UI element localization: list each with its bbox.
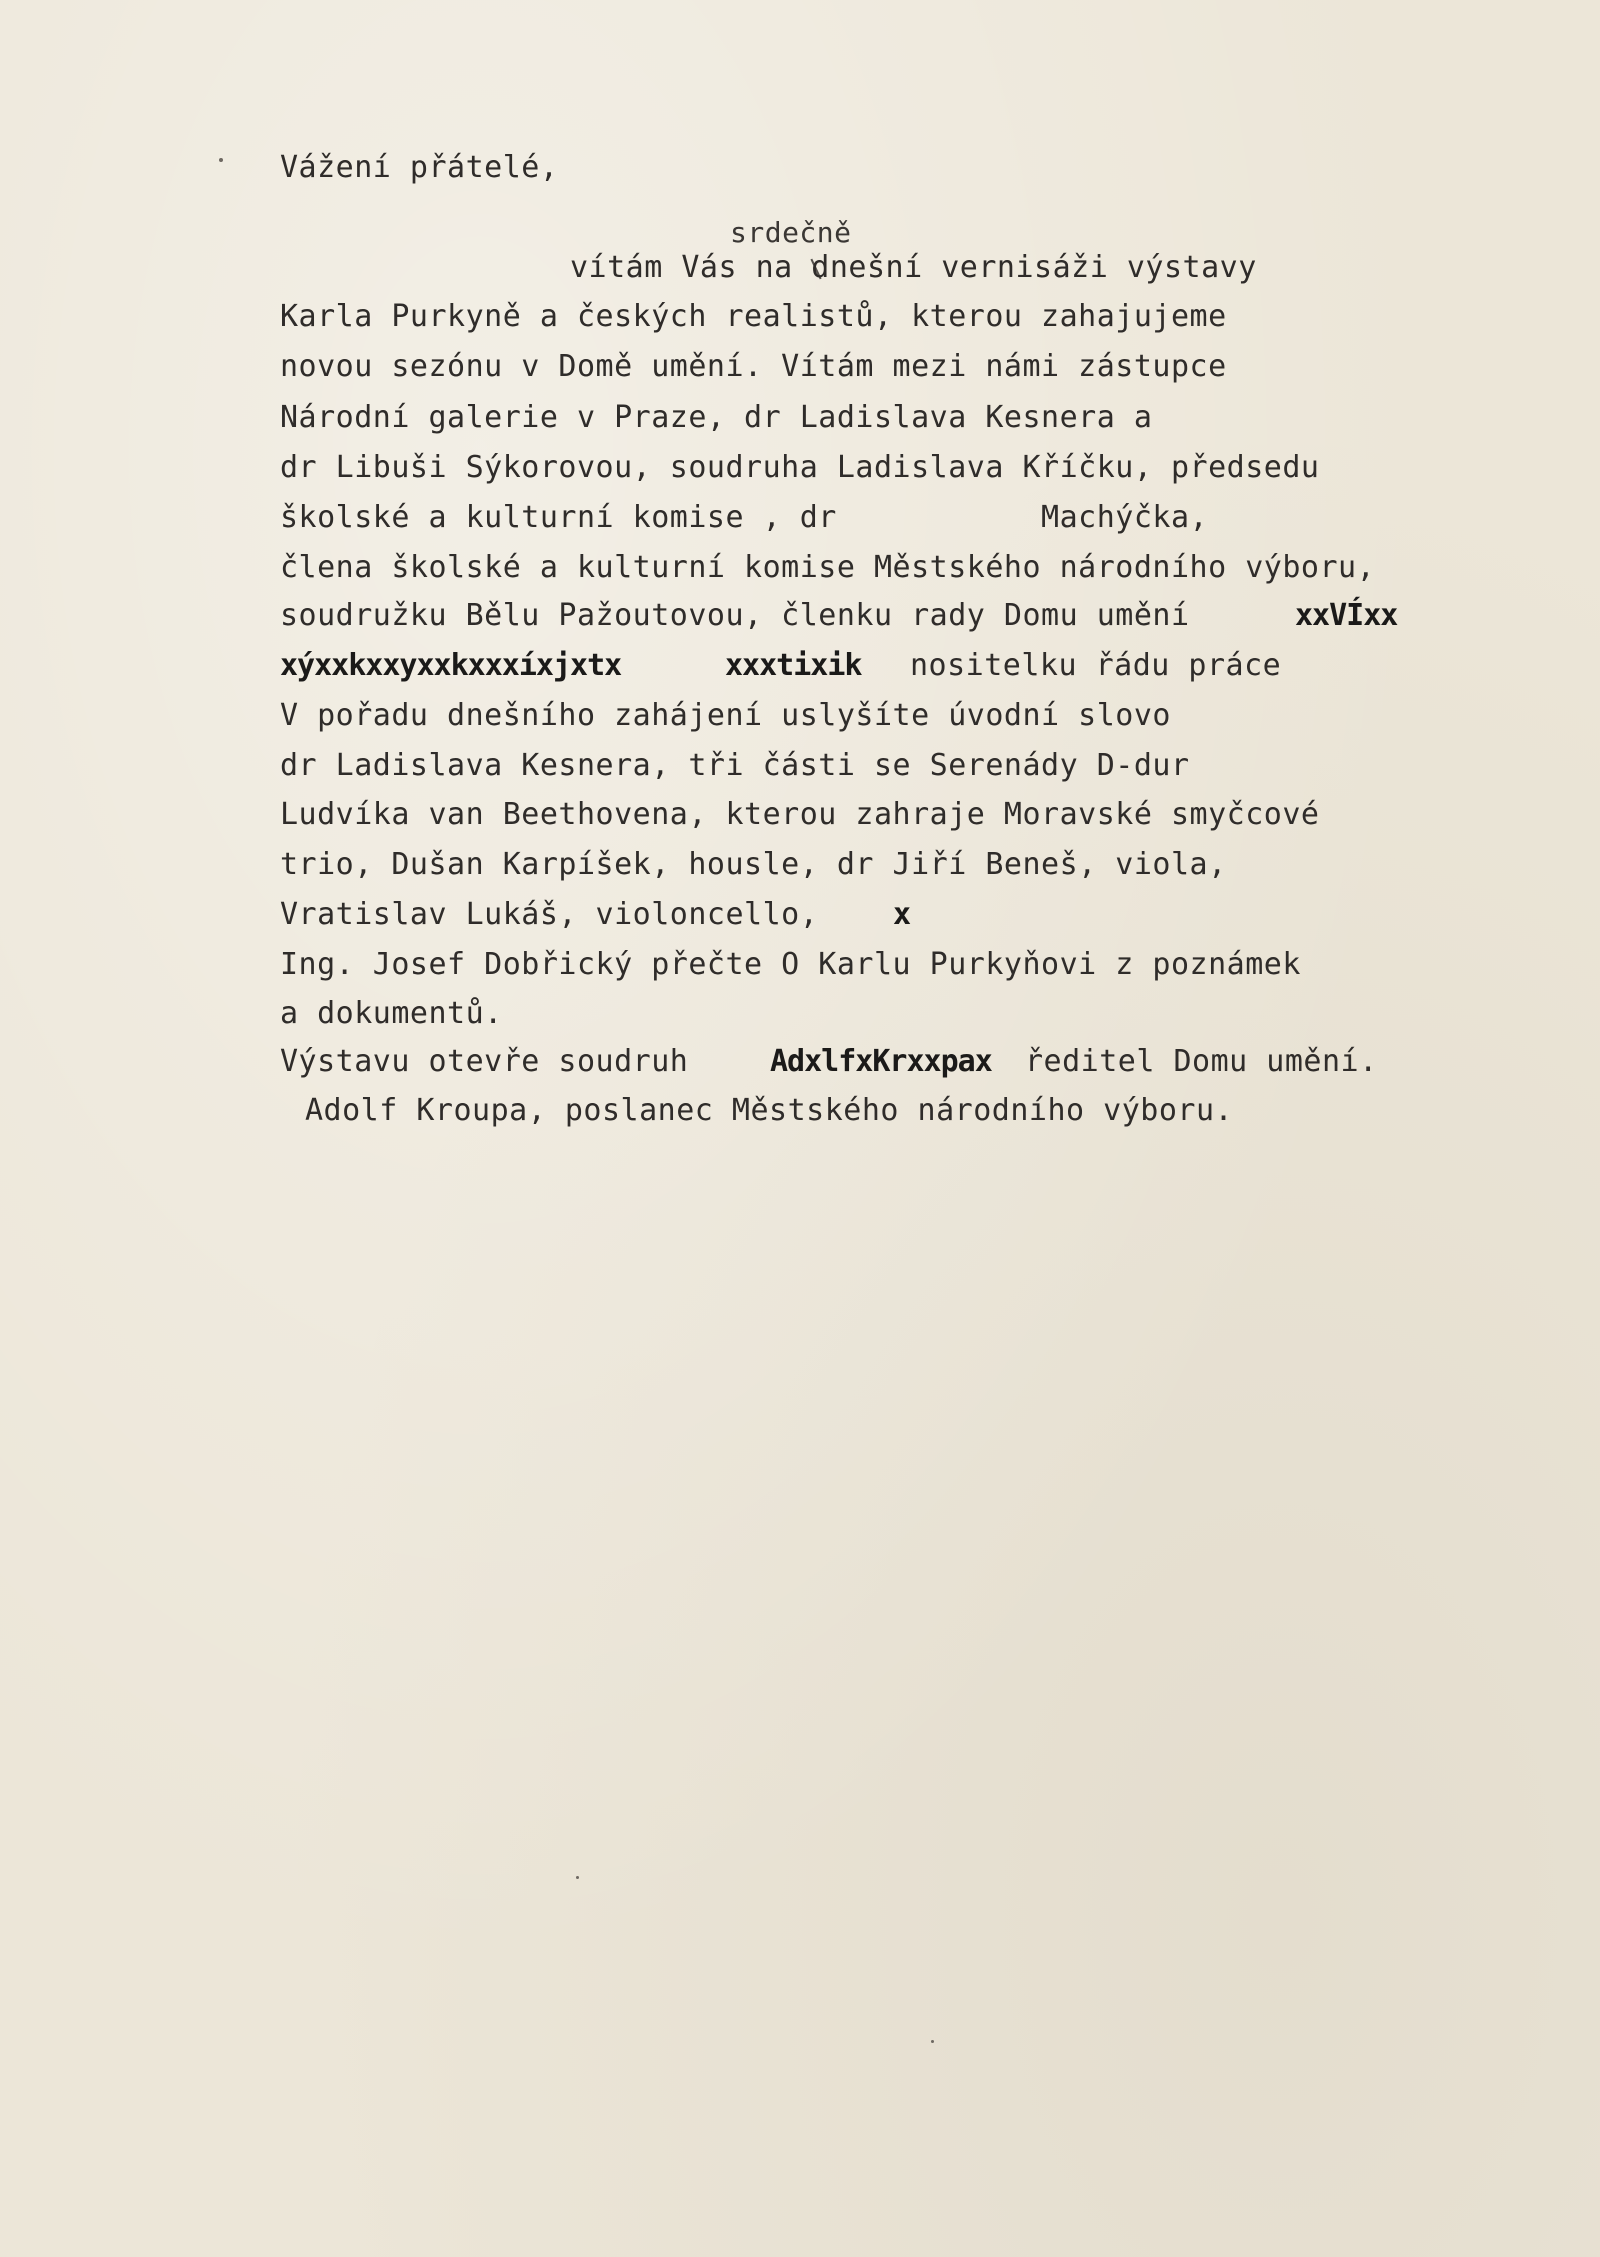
letter-line-11: dr Ladislava Kesnera, tři části se Serenády D-dur <box>280 748 1190 783</box>
struck-text: AdxlfxKrxxpax <box>770 1044 992 1079</box>
letter-line-13: trio, Dušan Karpíšek, housle, dr Jiří Beneš, viola, <box>280 847 1227 882</box>
letter-line-4: Národní galerie v Praze, dr Ladislava Kesnera a <box>280 400 1153 435</box>
letter-line-3: novou sezónu v Domě umění. Vítám mezi námi zástupce <box>280 349 1227 384</box>
letter-line-14: Vratislav Lukáš, violoncello, <box>280 897 819 932</box>
letter-line-7: člena školské a kulturní komise Městského národního výboru, <box>280 550 1376 585</box>
letter-line-17-end: ředitel Domu umění. <box>1025 1044 1378 1079</box>
letter-line-12: Ludvíka van Beethovena, kterou zahraje Moravské smyčcové <box>280 797 1320 832</box>
letter-line-9: nositelku řádu práce <box>910 648 1282 683</box>
letter-line-10: V pořadu dnešního zahájení uslyšíte úvodní slovo <box>280 698 1171 733</box>
paper-speck <box>931 2040 934 2043</box>
struck-text: xxxtixik <box>725 648 862 683</box>
salutation: Vážení přátelé, <box>280 150 559 185</box>
letter-line-1: vítám Vás na dnešní vernisáži výstavy <box>570 250 1257 285</box>
letter-line-15: Ing. Josef Dobřický přečte O Karlu Purkyňovi z poznámek <box>280 947 1301 982</box>
handwritten-insertion: srdečně <box>730 216 852 249</box>
paper-speck <box>576 1876 579 1879</box>
struck-text: x <box>893 897 911 932</box>
struck-text: xýxxkxxyxxkxxxíxjxtx <box>280 648 622 683</box>
letter-line-2: Karla Purkyně a českých realistů, kterou zahajujeme <box>280 299 1227 334</box>
letter-line-17: Výstavu otevře soudruh <box>280 1044 689 1079</box>
struck-text: xxVÍxx <box>1295 598 1398 633</box>
letter-line-8: soudružku Bělu Pažoutovou, členku rady Domu umění <box>280 598 1190 633</box>
letter-line-5: dr Libuši Sýkorovou, soudruha Ladislava Kříčku, předsedu <box>280 450 1320 485</box>
letter-line-16: a dokumentů. <box>280 996 503 1031</box>
letter-line-18: Adolf Kroupa, poslanec Městského národního výboru. <box>305 1093 1234 1128</box>
letter-line-6: školské a kulturní komise , dr Machýčka, <box>280 500 1209 535</box>
